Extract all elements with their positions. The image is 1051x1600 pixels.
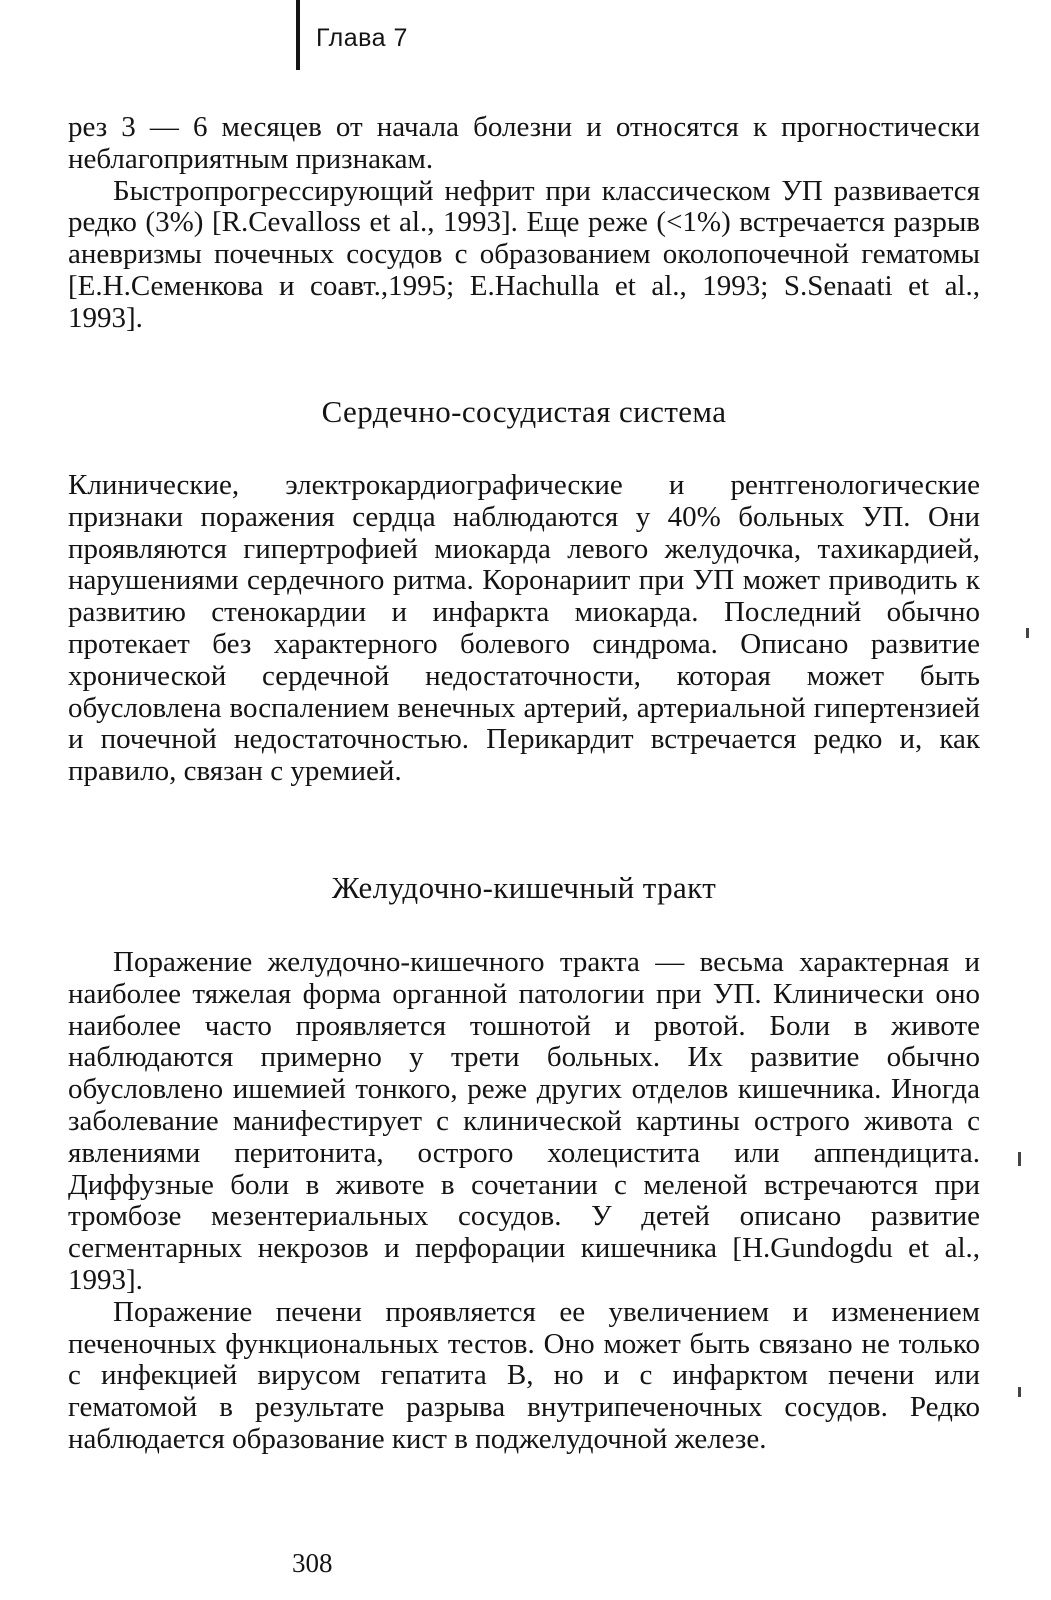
cardio-text-block — [68, 470, 980, 788]
margin-speck — [1026, 628, 1029, 638]
section-heading-gi: Желудочно-кишечный тракт — [331, 870, 717, 905]
chapter-label: Глава 7 — [316, 24, 408, 52]
intro-paragraph-1: рез 3 — 6 месяцев от начала болезни и относятся к прогностически неблагоприятным признакам. — [68, 111, 980, 175]
gi-paragraph-2: Поражение печени проявляется ее увеличением и изменением печеночных функциональных тестов. Оно может быть связано не только с инфекцией вирусом гепатита В, но и с инфарктом печени или гематомой в результате разрыва внутрипеченочных сосудов. Редко наблюдается образование кист в поджелудочной железе. — [68, 1295, 980, 1455]
section-heading-cardio: Сердечно-сосудистая система — [321, 394, 727, 429]
cardio-paragraph-1: Клинические, электрокардиографические и рентгенологические признаки поражения сердца наблюдаются у 40% больных УП. Они проявляются гипертрофией миокарда левого желудочка, тахикардией, нарушениями сердечного ритма. Коронариит при УП может приводить к развитию стенокардии и инфаркта миокарда. Последний обычно протекает без характерного болевого синдрома. Описано развитие хронической сердечной недостаточности, которая может быть обусловлена воспалением венечных артерий, артериальной гипертензией и почечной недостаточностью. Перикардит встречается редко и, как правило, связан с уремией. — [68, 469, 980, 788]
intro-paragraph-2: Быстропрогрессирующий нефрит при классическом УП развивается редко (3%) [R.Cevalloss et al., 1993]. Еще реже (<1%) встречается разрыв аневризмы почечных сосудов с образованием околопочечной гематомы [Е.Н.Семенкова и соавт.,1995; E.Hachulla et al., 1993; S.Senaati et al., 1993]. — [68, 174, 980, 334]
page-number: 308 — [292, 1548, 333, 1578]
margin-speck — [1018, 1152, 1021, 1166]
intro-text-block — [68, 112, 980, 335]
margin-speck — [1018, 1387, 1021, 1397]
running-head-rule — [296, 0, 300, 70]
gi-paragraph-1: Поражение желудочно-кишечного тракта — весьма характерная и наиболее тяжелая форма органной патологии при УП. Клинически оно наиболее часто проявляется тошнотой и рвотой. Боли в животе наблюдаются примерно у трети больных. Их развитие обычно обусловлено ишемией тонкого, реже других отделов кишечника. Иногда заболевание манифестирует с клинической картины острого живота с явлениями перитонита, острого холецистита или аппендицита. Диффузные боли в животе в сочетании с меленой встречаются при тромбозе мезентериальных сосудов. У детей описано развитие сегментарных некрозов и перфорации кишечника [H.Gundogdu et al., 1993]. — [68, 946, 980, 1296]
gi-text-block — [68, 947, 980, 1456]
